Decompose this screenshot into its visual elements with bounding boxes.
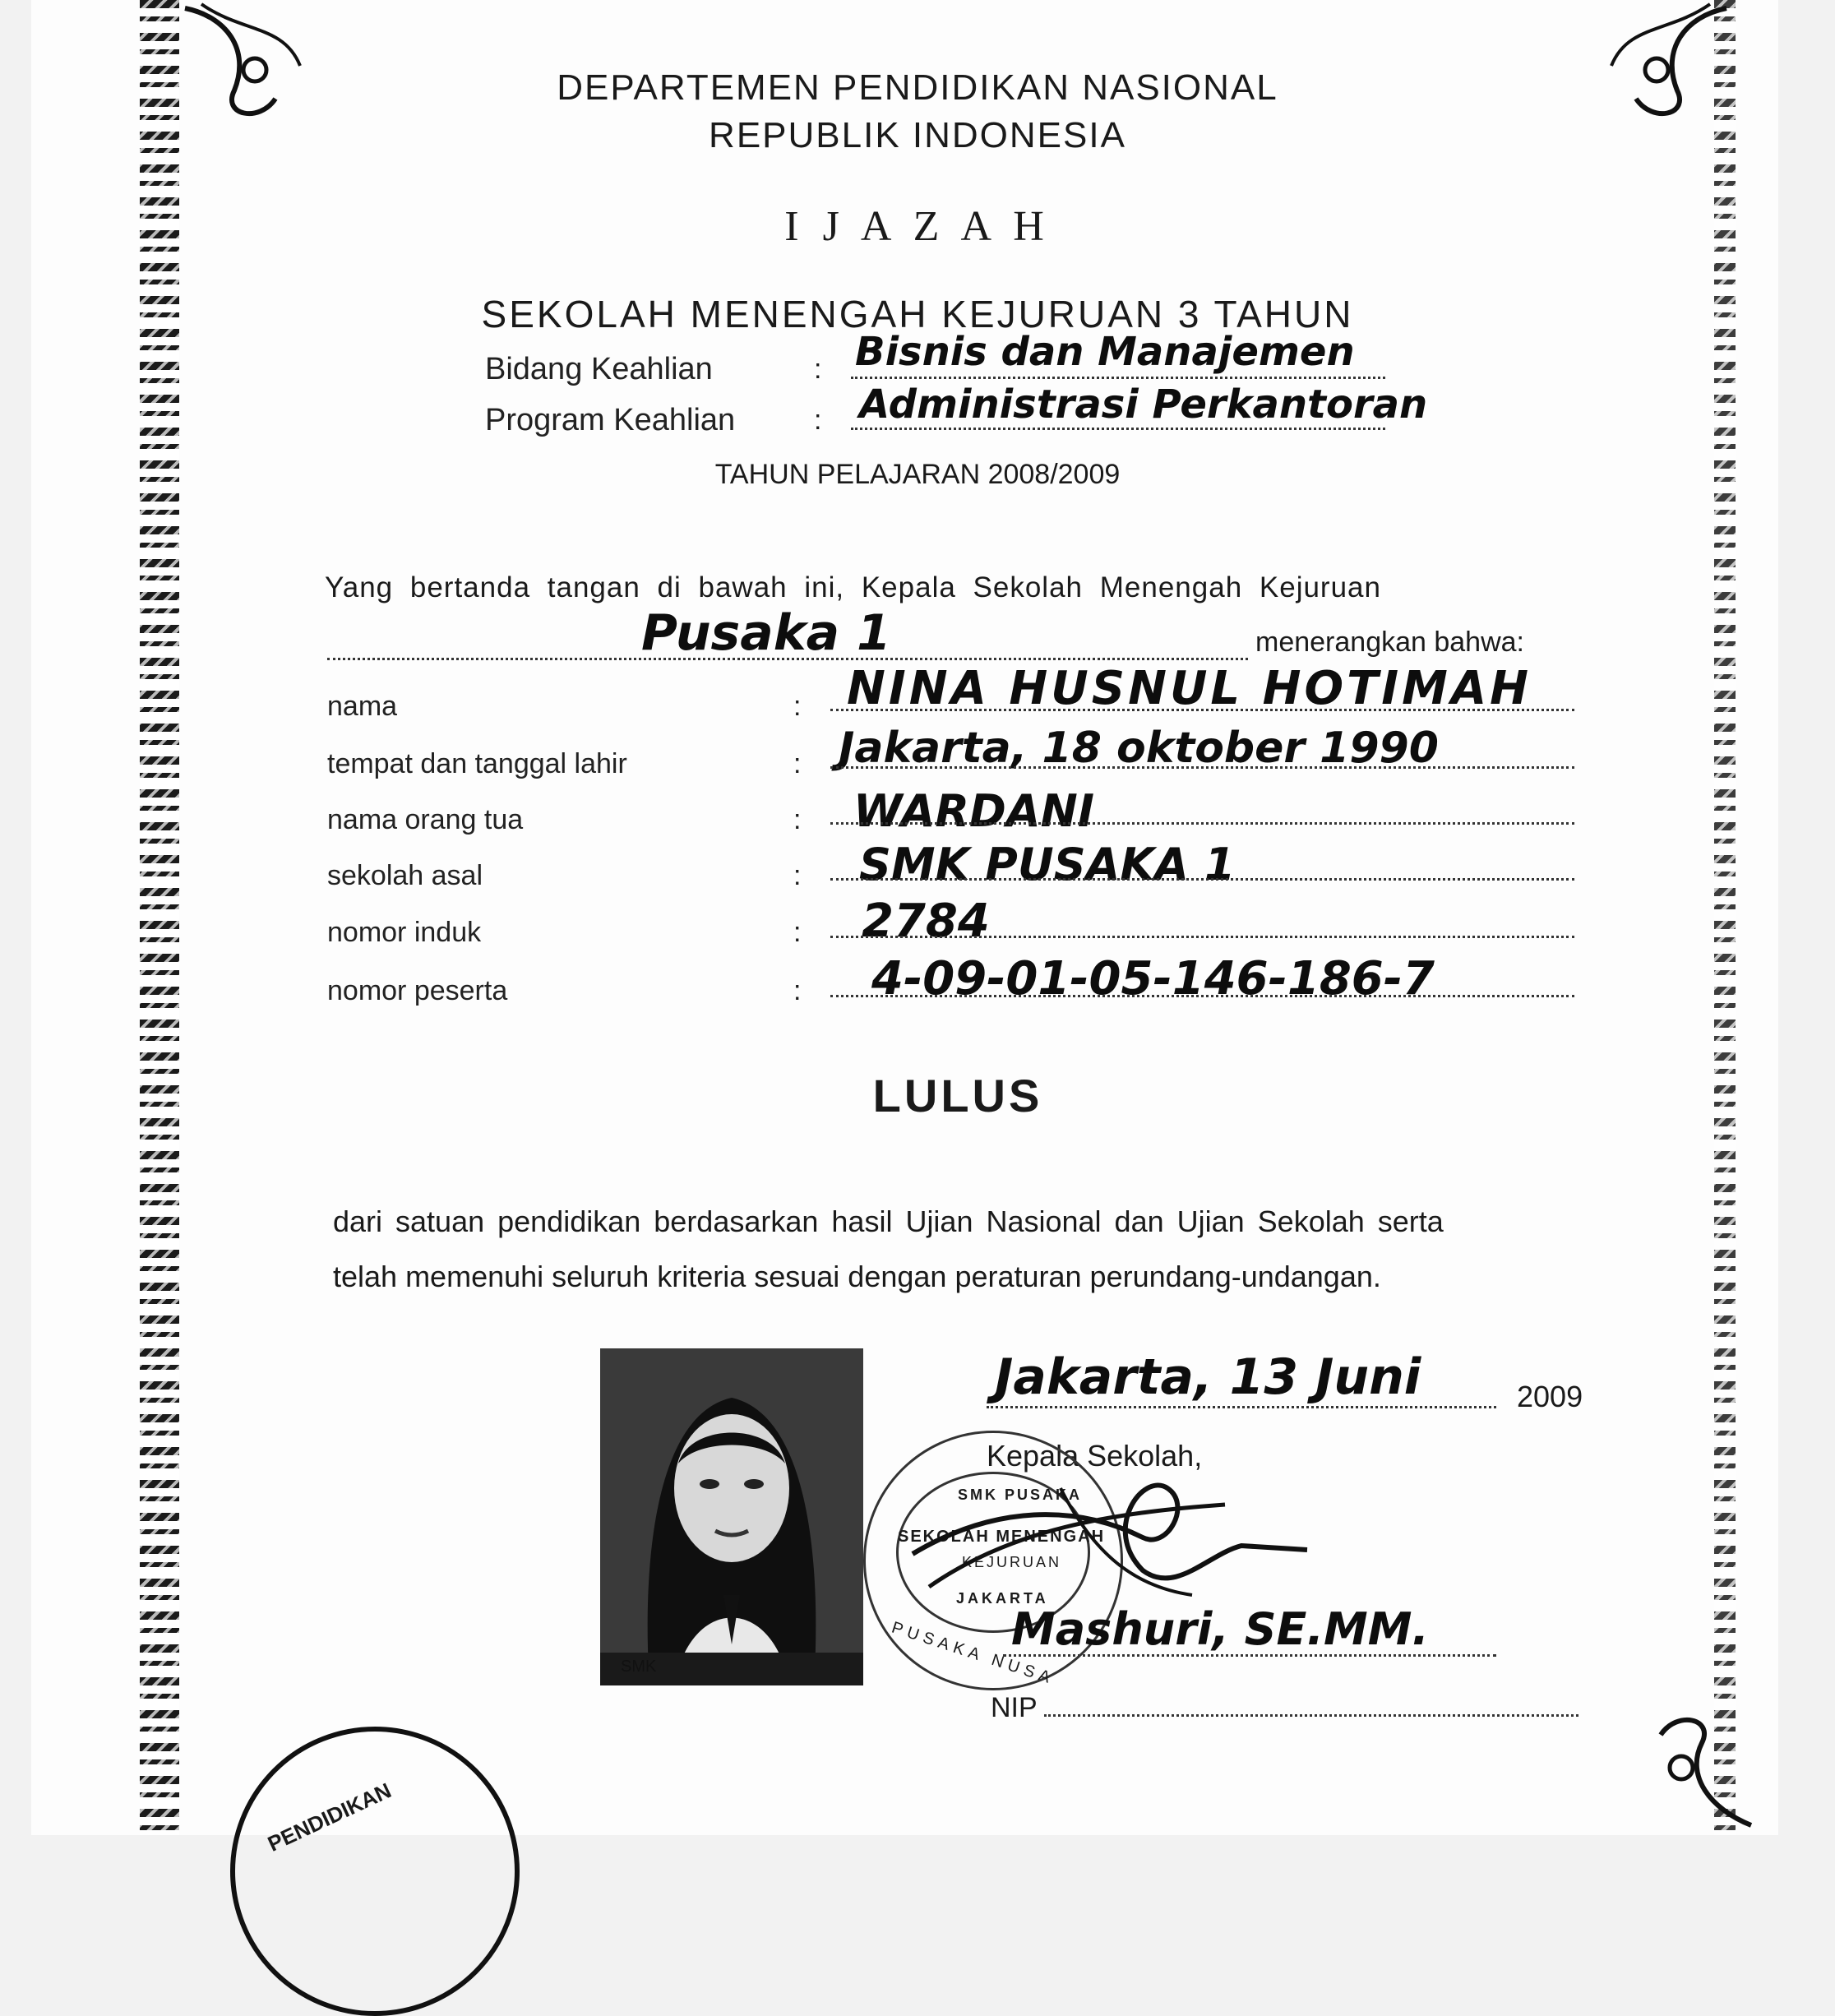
field-label-nomor-peserta: nomor peserta (327, 975, 508, 1006)
dotted-line (327, 658, 1248, 660)
school-type: SEKOLAH MENENGAH KEJURUAN 3 TAHUN (481, 293, 1354, 335)
program-keahlian-value: Administrasi Perkantoran (859, 381, 1428, 428)
dotted-line (1044, 1714, 1578, 1717)
bidang-keahlian-label: Bidang Keahlian (485, 352, 713, 386)
nip-label: NIP (991, 1692, 1038, 1723)
body-line-1: dari satuan pendidikan berdasarkan hasil Ujian Nasional dan Ujian Sekolah serta (333, 1205, 1444, 1238)
student-photo (600, 1348, 863, 1685)
academic-year: TAHUN PELAJARAN 2008/2009 (714, 459, 1121, 490)
stamp-text: SEKOLAH MENENGAH (898, 1528, 1106, 1546)
principal-name: Mashuri, SE.MM. (1011, 1603, 1429, 1655)
dotted-line (830, 709, 1574, 711)
republic-line: REPUBLIK INDONESIA (709, 115, 1126, 155)
field-value-nomor-induk: 2784 (862, 895, 990, 948)
body-line-2: telah memenuhi seluruh kriteria sesuai dengan peraturan perundang-undangan. (333, 1260, 1381, 1293)
field-label-nama: nama (327, 691, 398, 722)
school-name-value: Pusaka 1 (641, 604, 891, 662)
ministry-line: DEPARTEMEN PENDIDIKAN NASIONAL (557, 67, 1278, 108)
colon: : (793, 691, 802, 722)
dotted-line (830, 995, 1574, 997)
field-value-nomor-peserta: 4-09-01-05-146-186-7 (871, 952, 1435, 1006)
dotted-line (1003, 1654, 1496, 1657)
colon: : (793, 975, 802, 1006)
photo-caption: SMK (621, 1658, 657, 1676)
ministry-seal (230, 1727, 520, 2016)
stamp-text: SMK PUSAKA (958, 1487, 1083, 1503)
colon: : (793, 917, 802, 948)
stamp-text: JAKARTA (956, 1590, 1049, 1607)
field-label-ttl: tempat dan tanggal lahir (327, 748, 627, 779)
bidang-keahlian-value: Bisnis dan Manajemen (855, 329, 1355, 375)
dotted-line (851, 377, 1385, 379)
dotted-line (830, 766, 1574, 769)
field-label-nomor-induk: nomor induk (327, 917, 482, 948)
stamp-text: PUSAKA NUSA (889, 1618, 1057, 1689)
intro-suffix: menerangkan bahwa: (1255, 627, 1525, 658)
stamp-text: KEJURUAN (962, 1554, 1062, 1570)
program-keahlian-label: Program Keahlian (485, 403, 736, 437)
field-label-sekolah-asal: sekolah asal (327, 860, 483, 891)
dotted-line (830, 822, 1574, 825)
colon: : (814, 354, 822, 385)
dotted-line (851, 428, 1385, 430)
result-status: LULUS (872, 1070, 1043, 1121)
field-value-ttl: Jakarta, 18 oktober 1990 (839, 724, 1439, 773)
signing-place-date: Jakarta, 13 Juni (995, 1348, 1421, 1406)
dotted-line (830, 936, 1574, 938)
dotted-line (987, 1406, 1496, 1408)
colon: : (793, 748, 802, 779)
intro-text: Yang bertanda tangan di bawah ini, Kepala Sekolah Menengah Kejuruan (325, 571, 1381, 603)
principal-role: Kepala Sekolah, (987, 1439, 1203, 1473)
document-title: I J A Z A H (784, 203, 1051, 250)
seal-text: PENDIDIKAN (264, 1778, 395, 1856)
principal-signature (896, 1455, 1324, 1620)
field-value-nama: NINA HUSNUL HOTIMAH (847, 662, 1532, 715)
dotted-line (830, 878, 1574, 881)
colon: : (793, 804, 802, 835)
colon: : (814, 405, 822, 436)
bottom-right-corner-ornament (1611, 1685, 1759, 1833)
signing-year: 2009 (1517, 1380, 1583, 1413)
left-border-ornament (140, 0, 179, 1835)
right-border-ornament (1714, 0, 1736, 1835)
field-value-orang-tua: WARDANI (853, 785, 1094, 837)
colon: : (793, 860, 802, 891)
field-value-sekolah-asal: SMK PUSAKA 1 (859, 839, 1236, 890)
field-label-orang-tua: nama orang tua (327, 804, 524, 835)
